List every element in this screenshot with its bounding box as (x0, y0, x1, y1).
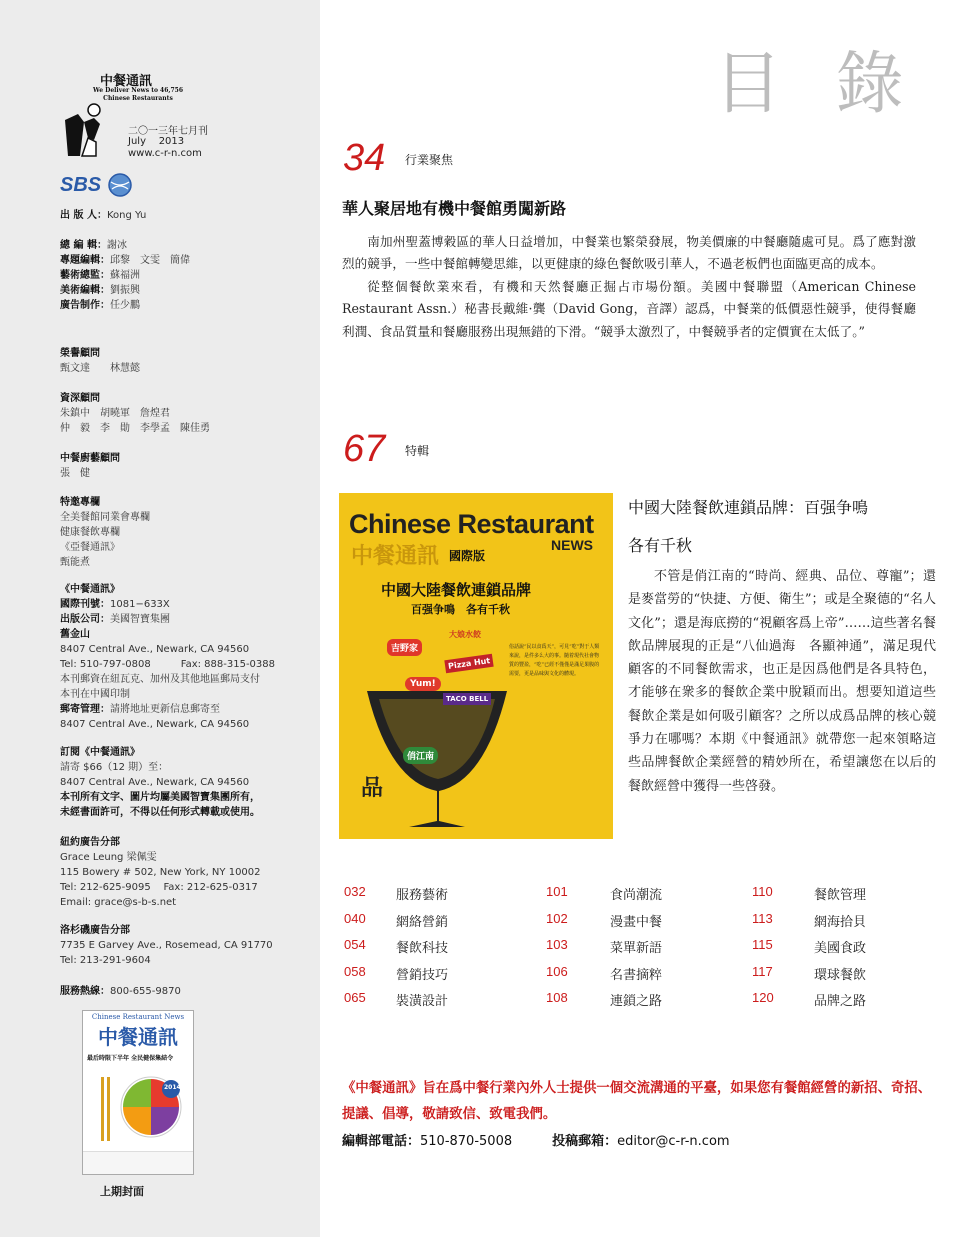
toc-column-name[interactable]: 環球餐飲 (814, 968, 867, 983)
masthead-title: 中餐通訊 (100, 74, 153, 89)
la-office-title: 洛杉磯廣告分部 (60, 925, 130, 936)
publication-name: 《中餐通訊》 (60, 584, 120, 595)
column-name: 甄能煮 (60, 557, 90, 568)
advisor-names: 朱鎮中 胡曉軍 詹煌君 (60, 408, 170, 419)
advisor-group-title: 榮譽顧問 (60, 348, 100, 359)
toc-column-name[interactable]: 美國食政 (814, 941, 867, 956)
issn-line (60, 597, 275, 612)
advisor-names: 張 健 (60, 468, 90, 479)
copyright-notice: 未經書面許可，不得以任何形式轉載或使用。 (60, 807, 260, 818)
postage-note: 本刊郵資在紐瓦克、加州及其他地區郵局支付 (60, 674, 260, 685)
feature-side-text: 俗話說“民以食爲天”，可見“吃”對于人類來說，是件多么大的事。隨着現代社會物質的豐盈，“吃”已經不僅僅是滿足果腹的需要，更是品味與文化的體現。 (509, 644, 600, 677)
feature-logo: 大娘水餃 (449, 630, 481, 639)
ny-office-contact: Grace Leung 梁佩雯 (60, 852, 157, 863)
phone-value[interactable]: 510-870-5008 (420, 1134, 513, 1149)
last-issue-caption: 上期封面 (100, 1185, 144, 1198)
office-tel: Tel: 510-797-0808 (60, 659, 151, 670)
toc-column-name[interactable]: 品牌之路 (814, 994, 867, 1009)
postmaster-address: 8407 Central Ave., Newark, CA 94560 (60, 719, 250, 730)
publisher-value: Kong Yu (106, 210, 147, 221)
column-name: 健康餐飲專欄 (60, 527, 120, 538)
sbs-logo-text: SBS (60, 174, 102, 196)
staff-role-label: 專題編輯： (60, 255, 110, 266)
staff-role-label: 總 編 輯： (60, 240, 107, 251)
hotline-value: 800-655-9870 (110, 986, 181, 997)
staff-role-value: 邱黎 文雯 簡偉 (110, 255, 190, 266)
hotline (60, 984, 181, 999)
editorial-contact (342, 1130, 730, 1149)
issue-date-chinese: 二〇一三年七月刊 (128, 126, 208, 137)
toc-page-number[interactable]: 108 (546, 990, 568, 1005)
senior-advisors (60, 391, 210, 436)
toc-column-name[interactable]: 網絡營銷 (396, 915, 449, 930)
staff-role-value: 劉振興 (110, 285, 140, 296)
advisor-group-title: 特邀專欄 (60, 497, 100, 508)
toc-page-number[interactable]: 117 (752, 964, 773, 979)
office-city: 舊金山 (60, 629, 90, 640)
mission-statement: 《中餐通訊》旨在爲中餐行業內外人士提供一個交流溝通的平臺，如果您有餐館經營的新招、奇招、提議、倡導，敬請致信、致電我們。 (342, 1080, 932, 1122)
staff-role (60, 268, 190, 283)
column-name: 全美餐館同業會專欄 (60, 512, 150, 523)
staff-role-value: 謝冰 (106, 240, 127, 251)
feature-logo: 俏江南 (403, 747, 438, 764)
article-paragraph: 南加州聖蓋博穀區的華人日益增加，中餐業也繁榮發展，物美價廉的中餐廳隨處可見。爲了應對激烈的競爭，一些中餐館轉變思維，以更健康的綠色餐飲吸引華人，不過老板們也面臨更高的成本。 (342, 234, 916, 272)
toc-page-number[interactable]: 032 (344, 884, 366, 899)
ny-office (60, 835, 261, 910)
culinary-advisors (60, 451, 120, 481)
subscription-price: 請寄 $66（12 期）至： (60, 762, 169, 773)
publication-info (60, 582, 275, 732)
subscription-title: 訂閱《中餐通訊》 (60, 747, 140, 758)
feature-logo: Yum! (405, 677, 441, 691)
staff-role-label: 美術編輯： (60, 285, 110, 296)
publisher-label: 出 版 人： (60, 210, 107, 221)
toc-page-number[interactable]: 040 (344, 911, 366, 926)
feature-seal: 品 (361, 776, 384, 801)
copyright-notice: 本刊所有文字、圖片均屬美國智寶集團所有， (60, 792, 260, 803)
issn-value: 1081−633X (110, 599, 170, 610)
feature-article-body (628, 565, 936, 798)
publisher-company-label: 出版公司： (60, 614, 110, 625)
feature-brand-en: Chinese Restaurant (349, 509, 594, 539)
publisher-company-value: 美國智寶集團 (110, 614, 170, 625)
staff-role (60, 253, 190, 268)
section-label: 特輯 (405, 444, 430, 458)
advisor-names: 甄文達 林慧懿 (60, 363, 140, 374)
feature-headline: 中國大陸餐飲連鎖品牌 (381, 581, 532, 599)
issue-date-english: July 2013 (128, 136, 185, 147)
column-name: 《亞餐通訊》 (60, 542, 120, 553)
toc-column-name[interactable]: 連鎖之路 (610, 994, 663, 1009)
email-label: 投稿郵箱： (552, 1134, 618, 1149)
subscription-address: 8407 Central Ave., Newark, CA 94560 (60, 777, 250, 788)
globe-icon (106, 172, 134, 198)
toc-page-number[interactable]: 101 (546, 884, 568, 899)
ny-office-tel: Tel: 212-625-9095 Fax: 212-625-0317 (60, 882, 258, 893)
cover-title: 中餐通訊 (98, 1025, 178, 1049)
staff-role (60, 298, 190, 313)
staff-role (60, 283, 190, 298)
toc-page-number[interactable]: 065 (344, 990, 366, 1005)
cover-plate-illustration (101, 1067, 183, 1147)
office-fax: Fax: 888-315-0388 (180, 659, 276, 670)
toc-column-name[interactable]: 菜單新語 (610, 941, 663, 956)
phone-label: 編輯部電話： (342, 1134, 421, 1149)
cover-header: Chinese Restaurant News (91, 1013, 185, 1021)
toc-column-name[interactable]: 服務藝術 (396, 888, 449, 903)
staff-list (60, 238, 190, 313)
toc-page-number[interactable]: 102 (546, 911, 568, 926)
sidebar (0, 0, 320, 1237)
advisor-names: 仲 毅 李 勛 李學孟 陳佳勇 (60, 423, 210, 434)
advisor-group-title: 資深顧問 (60, 393, 100, 404)
feature-article-paragraph: 不管是俏江南的“時尚、經典、品位、尊寵”；還是麥當勞的“快捷、方便、衛生”；或是全聚德的“名人文化”；還是海底撈的“視顧客爲上帝”……這些著名餐飲品牌展現的正是“八仙過海 各顯神通”，滿足現代顧客的不同餐飲需求，也正是因爲他們是各具特色，才能够在衆多的餐飲企業中脫穎而出。想要知道這些餐飲企業是如何吸引顧客？之所以成爲品牌的核心競爭力在哪嗎？本期《中餐通訊》就帶您一起來領略這些品牌餐飲企業經營的精妙所在，希望讓您在以后的餐飲經營中獲得一些啓發。 (628, 569, 936, 794)
toc-column-name[interactable]: 餐飲管理 (814, 888, 867, 903)
toc-page-number[interactable]: 058 (344, 964, 366, 979)
staff-role-value: 任少鵬 (110, 300, 140, 311)
feature-logo: 吉野家 (387, 639, 422, 656)
issn-label: 國際刊號： (60, 599, 110, 610)
feature-article-title-line: 各有千秋 (628, 536, 693, 555)
la-office (60, 923, 273, 968)
ny-office-address: 115 Bowery # 502, New York, NY 10002 (60, 867, 261, 878)
masthead (60, 70, 260, 180)
last-issue-cover[interactable] (82, 1010, 194, 1175)
toc-column-name[interactable]: 食尚潮流 (610, 888, 663, 903)
feature-logo: TACO BELL (443, 693, 491, 705)
feature-edition: 國際版 (449, 549, 486, 563)
toc-page-number[interactable]: 106 (546, 964, 568, 979)
footer (342, 1075, 938, 1149)
feature-subhead: 百强争鳴 各有千秋 (411, 603, 510, 616)
toc-page-number[interactable]: 113 (752, 911, 773, 926)
feature-brand-news: NEWS (551, 537, 593, 553)
website-link[interactable]: www.c-r-n.com (128, 148, 202, 159)
staff-role (60, 238, 190, 253)
toc-column-name[interactable]: 漫畫中餐 (610, 915, 663, 930)
toc-page-number[interactable]: 115 (752, 937, 773, 952)
la-office-tel: Tel: 213-291-9604 (60, 955, 151, 966)
publisher-company-line (60, 612, 275, 627)
toc-page-number[interactable]: 103 (546, 937, 568, 952)
printing-note: 本刊在中國印制 (60, 689, 130, 700)
subscription-info (60, 745, 260, 820)
feature-cover-image[interactable] (339, 493, 613, 839)
article-body (342, 231, 916, 343)
masthead-tagline-1: We Deliver News to 46,756 (92, 87, 184, 94)
ny-office-email[interactable]: Email: grace@s-b-s.net (60, 897, 177, 908)
staff-role-label: 廣告制作： (60, 300, 110, 311)
toc-page-number[interactable]: 120 (752, 990, 774, 1005)
sbs-logo (60, 172, 140, 200)
feature-brand-ch: 中餐通訊 (351, 544, 440, 569)
feature-logo: Pizza Hut (444, 654, 494, 674)
honorary-advisors (60, 346, 140, 376)
ny-office-title: 紐約廣告分部 (60, 837, 120, 848)
feature-article-title[interactable] (628, 489, 868, 565)
article-title[interactable]: 華人聚居地有機中餐館勇闖新路 (342, 199, 567, 218)
toc-column-name[interactable]: 網海拾貝 (814, 915, 867, 930)
waiter-icon (60, 100, 105, 160)
toc-page-number[interactable]: 054 (344, 937, 366, 952)
postmaster-label: 郵寄管理： (60, 704, 110, 715)
toc-column-name[interactable]: 營銷技巧 (396, 968, 449, 983)
section-label: 行業聚焦 (405, 153, 454, 167)
advisor-group-title: 中餐廚藝顧問 (60, 453, 120, 464)
office-address: 8407 Central Ave., Newark, CA 94560 (60, 644, 250, 655)
masthead-tagline-2: Chinese Restaurants (103, 95, 173, 102)
hotline-label: 服務熱線： (60, 986, 110, 997)
staff-role-label: 藝術總監： (60, 270, 110, 281)
toc-column-name[interactable]: 裝潢設計 (396, 994, 449, 1009)
feature-article-title-line: 中國大陸餐飲連鎖品牌：百强争鳴 (628, 498, 869, 517)
toc-page-number[interactable]: 110 (752, 884, 773, 899)
section-number[interactable]: 67 (343, 428, 386, 470)
office-phone-line (60, 657, 275, 672)
article-paragraph: 從整個餐飲業來看，有機和天然餐廳正掘占市場份額。美國中餐聯盟（American Chinese Restaurant Assn.）秘書長戴維·龔（David Gong，音譯）認爲，中餐業的低價惡性競爭，使得餐廳利潤、食品質量和餐廳服務出現無錯的下滑。“競爭太激烈了，中餐競爭者的定價實在太低了。” (342, 278, 916, 339)
toc-column-name[interactable]: 名書摘粹 (610, 968, 663, 983)
section-number[interactable]: 34 (343, 137, 386, 179)
email-value[interactable]: editor@c-r-n.com (617, 1134, 730, 1149)
staff-role-value: 蘇福洲 (110, 270, 140, 281)
page-title: 目 錄 (714, 45, 920, 124)
guest-columns (60, 495, 150, 570)
la-office-address: 7735 E Garvey Ave., Rosemead, CA 91770 (60, 940, 273, 951)
postmaster-value: 請將地址更新信息郵寄至 (110, 704, 220, 715)
cover-headline: 最后時限下半年 全民健保集結令 (87, 1055, 174, 1062)
postmaster-line (60, 702, 275, 717)
cover-badge: 2014 (164, 1084, 181, 1091)
toc-column-name[interactable]: 餐飲科技 (396, 941, 449, 956)
publisher-line (60, 208, 146, 223)
cover-footer-bar (83, 1151, 193, 1174)
